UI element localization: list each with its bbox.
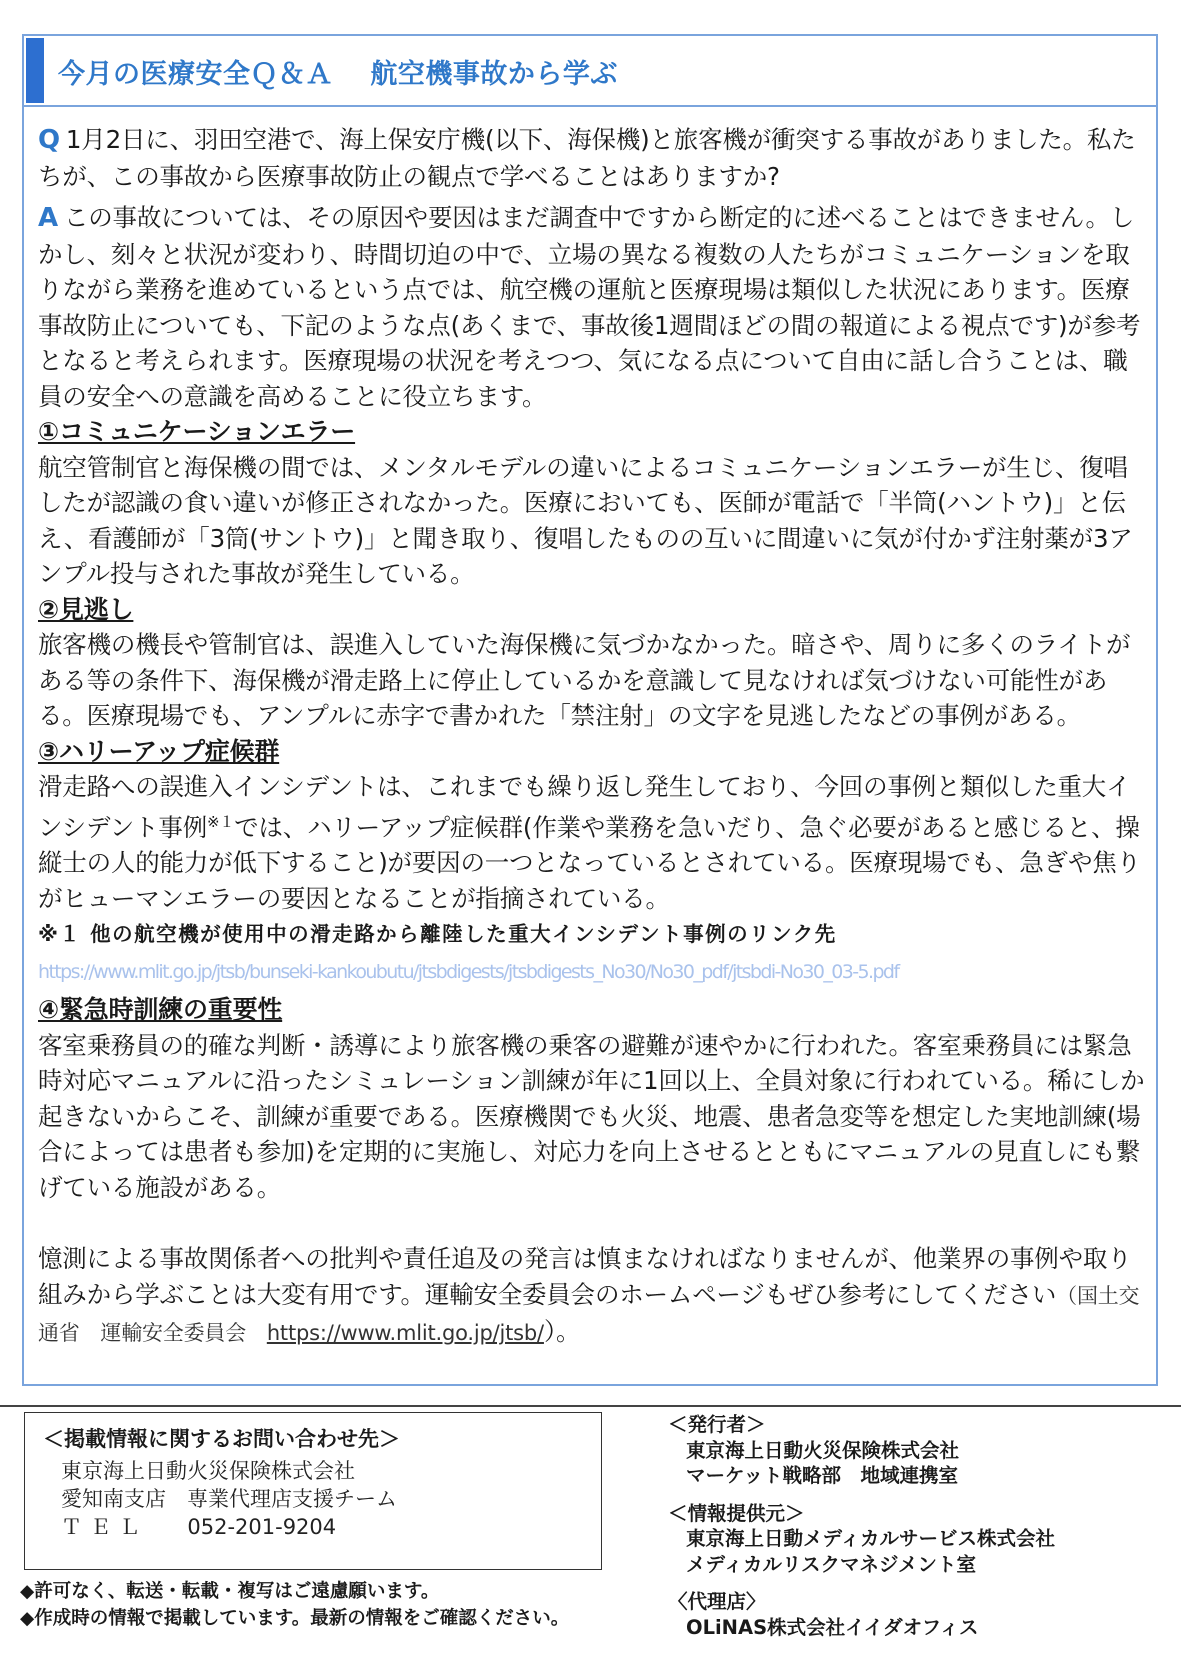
publisher-info [668,1412,1168,1640]
paragraph-gap [38,1205,1150,1241]
answer-paragraph [38,200,1150,414]
section-heading-hurry-up-syndrome: ③ハリーアップ症候群 [38,736,280,766]
provider-label: ＜情報提供元＞ [668,1501,805,1525]
publisher-dept: マーケット戦略部 地域連携室 [686,1464,959,1487]
publisher-label: ＜発行者＞ [668,1413,766,1436]
agency-name: OLiNAS株式会社イイダオフィス [686,1615,979,1639]
section-body-hurry-up-syndrome [38,769,1150,916]
agency-label: 〈代理店〉 [668,1590,766,1613]
footer-divider [0,1405,1181,1407]
contact-tel-number: 052-201-9204 [187,1515,337,1539]
provider-dept: メディカルリスクマネジメント室 [686,1552,976,1576]
title-accent-bar [26,38,44,103]
notice-no-reproduction: ◆許可なく、転送・転載・複写はご遠慮願います。 [20,1581,440,1602]
footnote-text: ※１ 他の航空機が使用中の滑走路から離陸した重大インシデント事例のリンク先 [38,922,837,947]
footnote-link[interactable]: https://www.mlit.go.jp/jtsb/bunseki-kankoubutu/jtsbdigests/jtsbdigests_No30/No30_pdf/jtsbdi-No30_03-5.pdf [38,961,899,984]
footnote-ref-mark: ※１ [207,812,235,831]
article-frame [22,34,1158,1386]
jtsb-link[interactable]: https://www.mlit.go.jp/jtsb/ [266,1321,544,1346]
answer-text: この事故については、その原因や要因はまだ調査中ですから断定的に述べることはできません。しかし、刻々と状況が変わり、時間切迫の中で、立場の異なる複数の人たちがコミュニケーションを取りながら業務を進めているという点では、航空機の運航と医療現場は類似した状況にあります。医療事故防止についても、下記のような点(あくまで、事故後1週間ほどの間の報道による視点です)が参考となると考えられます。医療現場の状況を考えつつ、気になる点について自由に話し合うことは、職員の安全への意識を高めることに役立ちます。 [38,203,1141,411]
closing-text: 憶測による事故関係者への批判や責任追及の発言は慎まなければなりませんが、他業界の事例や取り組みから学ぶことは大変有用です。運輸安全委員会のホームページもぜひ参考にしてください [38,1244,1132,1309]
section-body-oversight: 旅客機の機長や管制官は、誤進入していた海保機に気づかなかった。暗さや、周りに多くのライトがある等の条件下、海保機が滑走路上に停止しているかを意識して見なければ気づけない可能性がある。医療現場でも、アンプルに赤字で書かれた「禁注射」の文字を見逃したなどの事例がある。 [38,630,1131,730]
publisher-company: 東京海上日動火災保険株式会社 [686,1438,960,1462]
section-body-part1: 滑走路への誤進入インシデントは、これまでも繰り返し発生しており、今回の事例と類似した重大インシデント事例 [38,772,1131,842]
section-body-communication-error: 航空管制官と海保機の間では、メンタルモデルの違いによるコミュニケーションエラーが生じ、復唱したが認識の食い違いが修正されなかった。医療においても、医師が電話で「半筒(ハントウ)」と伝え、看護師が「3筒(サントウ)」と聞き取り、復唱したものの互いに間違いに気が付かず注射薬が3アンプル投与された事故が発生している。 [38,452,1133,588]
question-mark: Q [38,125,60,155]
contact-tel [61,1511,336,1541]
page-title: 今月の医療安全Ｑ＆Ａ 航空機事故から学ぶ [58,59,618,90]
provider-company: 東京海上日動メディカルサービス株式会社 [686,1527,1055,1550]
closing-paragraph [38,1241,1150,1352]
section-heading-communication-error: ①コミュニケーションエラー [38,417,356,446]
section-body-part2: では、ハリーアップ症候群(作業や業務を急いだり、急ぐ必要があると感じると、操縦士の人的能力が低下すること)が要因の一つとなっているとされている。医療現場でも、急ぎや焦りがヒューマンエラーの要因となることが指摘されている。 [38,812,1141,913]
contact-tel-label: ＴＥＬ [61,1515,148,1539]
title-bar [24,36,1156,107]
answer-mark: A [38,203,58,233]
question-paragraph [38,122,1150,194]
contact-box [24,1412,602,1570]
article-content [38,122,1150,1352]
section-body-emergency-training: 客室乗務員の的確な判断・誘導により旅客機の乗客の避難が速やかに行われた。客室乗務員には緊急時対応マニュアルに沿ったシミュレーション訓練が年に1回以上、全員対象に行われている。稀にしか起きないからこそ、訓練が重要である。医療機関でも火災、地震、患者急変等を想定した実地訓練(場合によっては患者も参加)を定期的に実施し、対応力を向上させるとともにマニュアルの見直しにも繋げている施設がある。 [38,1030,1145,1202]
contact-branch: 愛知南支店 専業代理店支援チーム [61,1487,397,1511]
notice-info-date: ◆作成時の情報で掲載しています。最新の情報をご確認ください。 [20,1608,570,1629]
contact-title: ＜掲載情報に関するお問い合わせ先＞ [43,1427,400,1451]
closing-source-close: ）。 [543,1317,581,1347]
contact-company: 東京海上日動火災保険株式会社 [61,1459,355,1483]
section-heading-emergency-training: ④緊急時訓練の重要性 [38,995,283,1025]
closing-source-open: （国土交通省 運輸安全委員会 [38,1283,1140,1346]
question-text: 1月2日に、羽田空港で、海上保安庁機(以下、海保機)と旅客機が衝突する事故がありました。私たちが、この事故から医療事故防止の観点で学べることはありますか? [38,125,1136,191]
section-heading-oversight: ②見逃し [38,594,134,624]
